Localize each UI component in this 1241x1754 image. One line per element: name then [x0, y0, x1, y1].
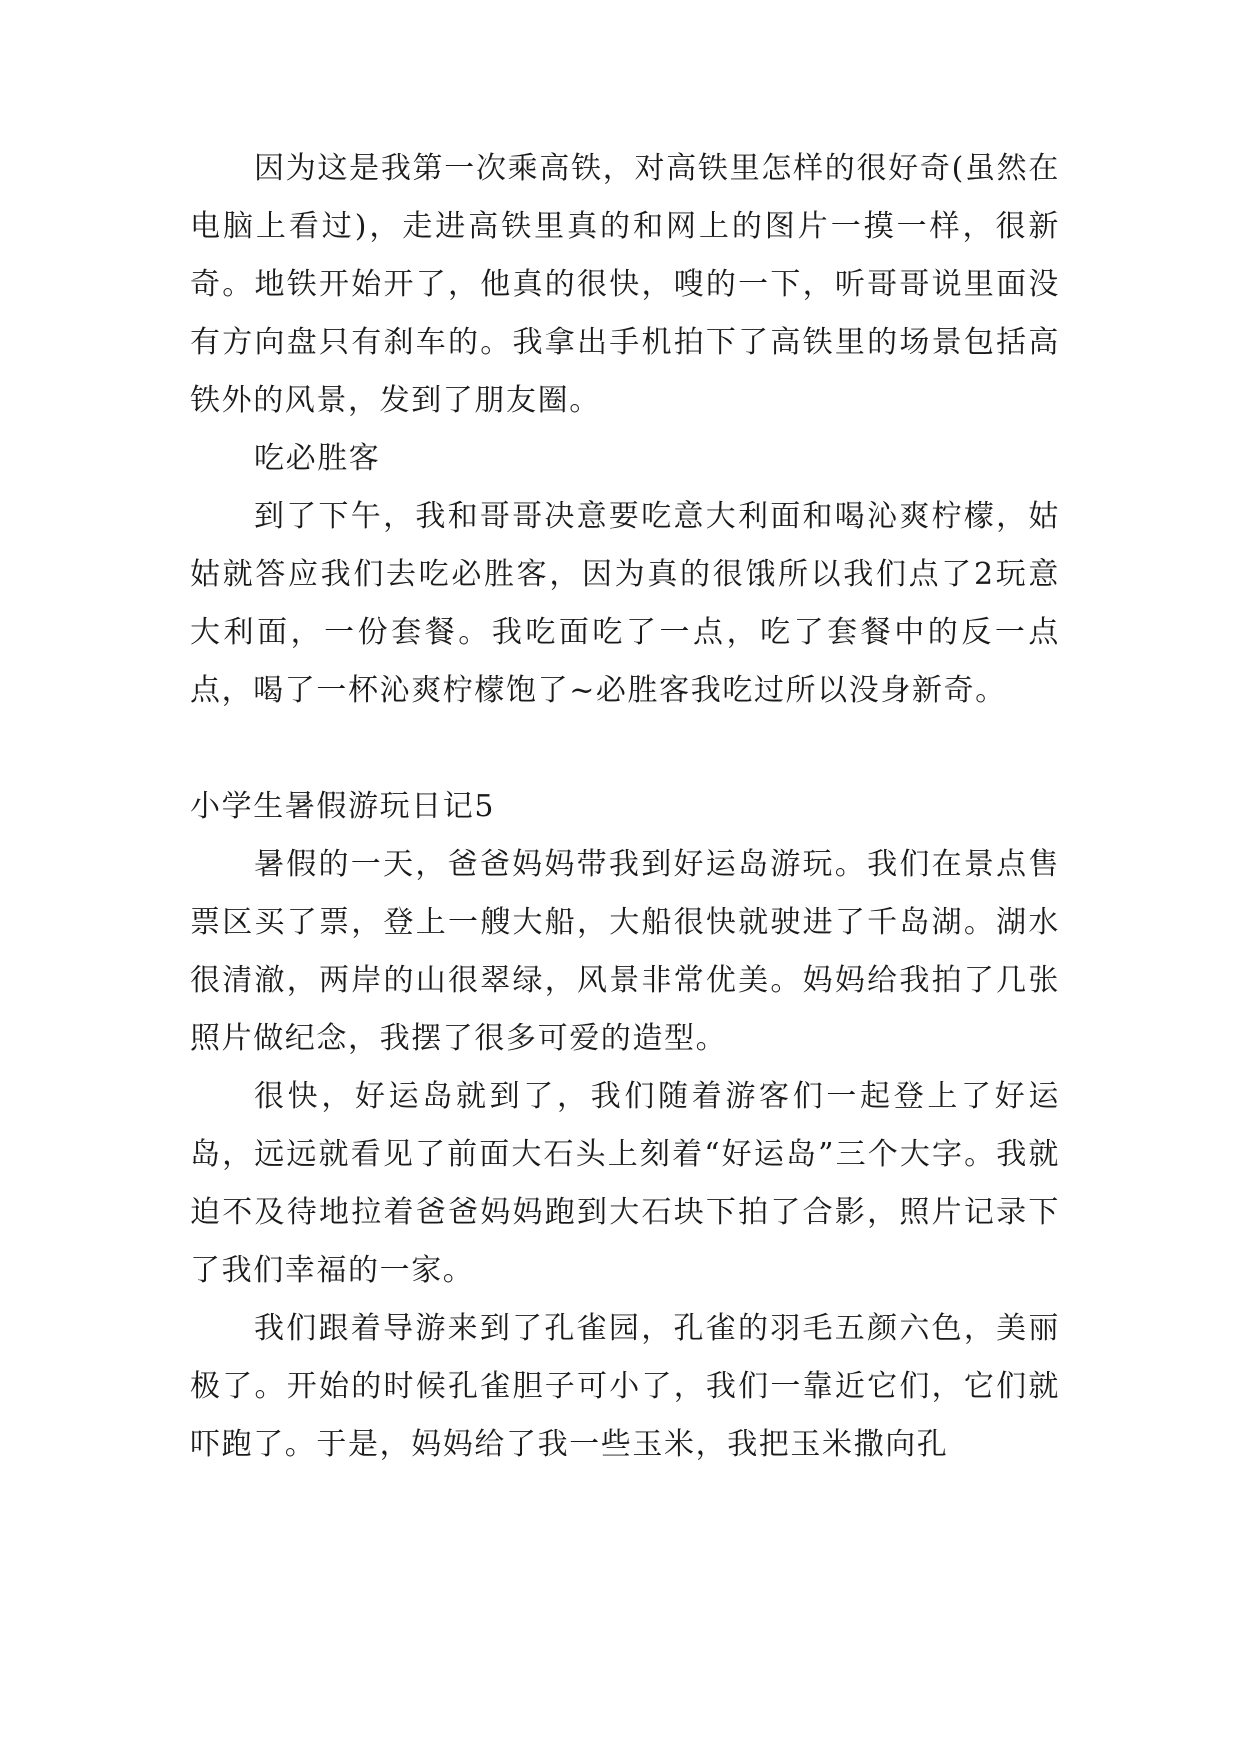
document-page — [190, 140, 1060, 1474]
section-title: 小学生暑假游玩日记5 — [190, 789, 496, 824]
section-spacer — [190, 720, 1060, 778]
paragraph-peacock-garden: 我们跟着导游来到了孔雀园，孔雀的羽毛五颜六色，美丽极了。开始的时候孔雀胆子可小了，我们一靠近它们，它们就吓跑了。于是，妈妈给了我一些玉米，我把玉米撒向孔 — [190, 1311, 1060, 1462]
paragraph-lucky-island-arrival: 很快，好运岛就到了，我们随着游客们一起登上了好运岛，远远就看见了前面大石头上刻着“好运岛”三个大字。我就迫不及待地拉着爸爸妈妈跑到大石块下拍了合影，照片记录下了我们幸福的一家。 — [190, 1079, 1060, 1288]
paragraph-lucky-island-trip: 暑假的一天，爸爸妈妈带我到好运岛游玩。我们在景点售票区买了票，登上一艘大船，大船很快就驶进了千岛湖。湖水很清澈，两岸的山很翠绿，风景非常优美。妈妈给我拍了几张照片做纪念，我摆了很多可爱的造型。 — [190, 847, 1060, 1056]
paragraph-pizza-hut: 到了下午，我和哥哥决意要吃意大利面和喝沁爽柠檬，姑姑就答应我们去吃必胜客，因为真的很饿所以我们点了2玩意大利面，一份套餐。我吃面吃了一点，吃了套餐中的反一点点，喝了一杯沁爽柠檬饱了~必胜客我吃过所以没身新奇。 — [190, 499, 1060, 708]
paragraph-high-speed-train: 因为这是我第一次乘高铁，对高铁里怎样的很好奇(虽然在电脑上看过)，走进高铁里真的和网上的图片一摸一样，很新奇。地铁开始开了，他真的很快，嗖的一下，听哥哥说里面没有方向盘只有刹车的。我拿出手机拍下了高铁里的场景包括高铁外的风景，发到了朋友圈。 — [190, 151, 1060, 418]
subheading-pizza-hut: 吃必胜客 — [254, 441, 381, 476]
